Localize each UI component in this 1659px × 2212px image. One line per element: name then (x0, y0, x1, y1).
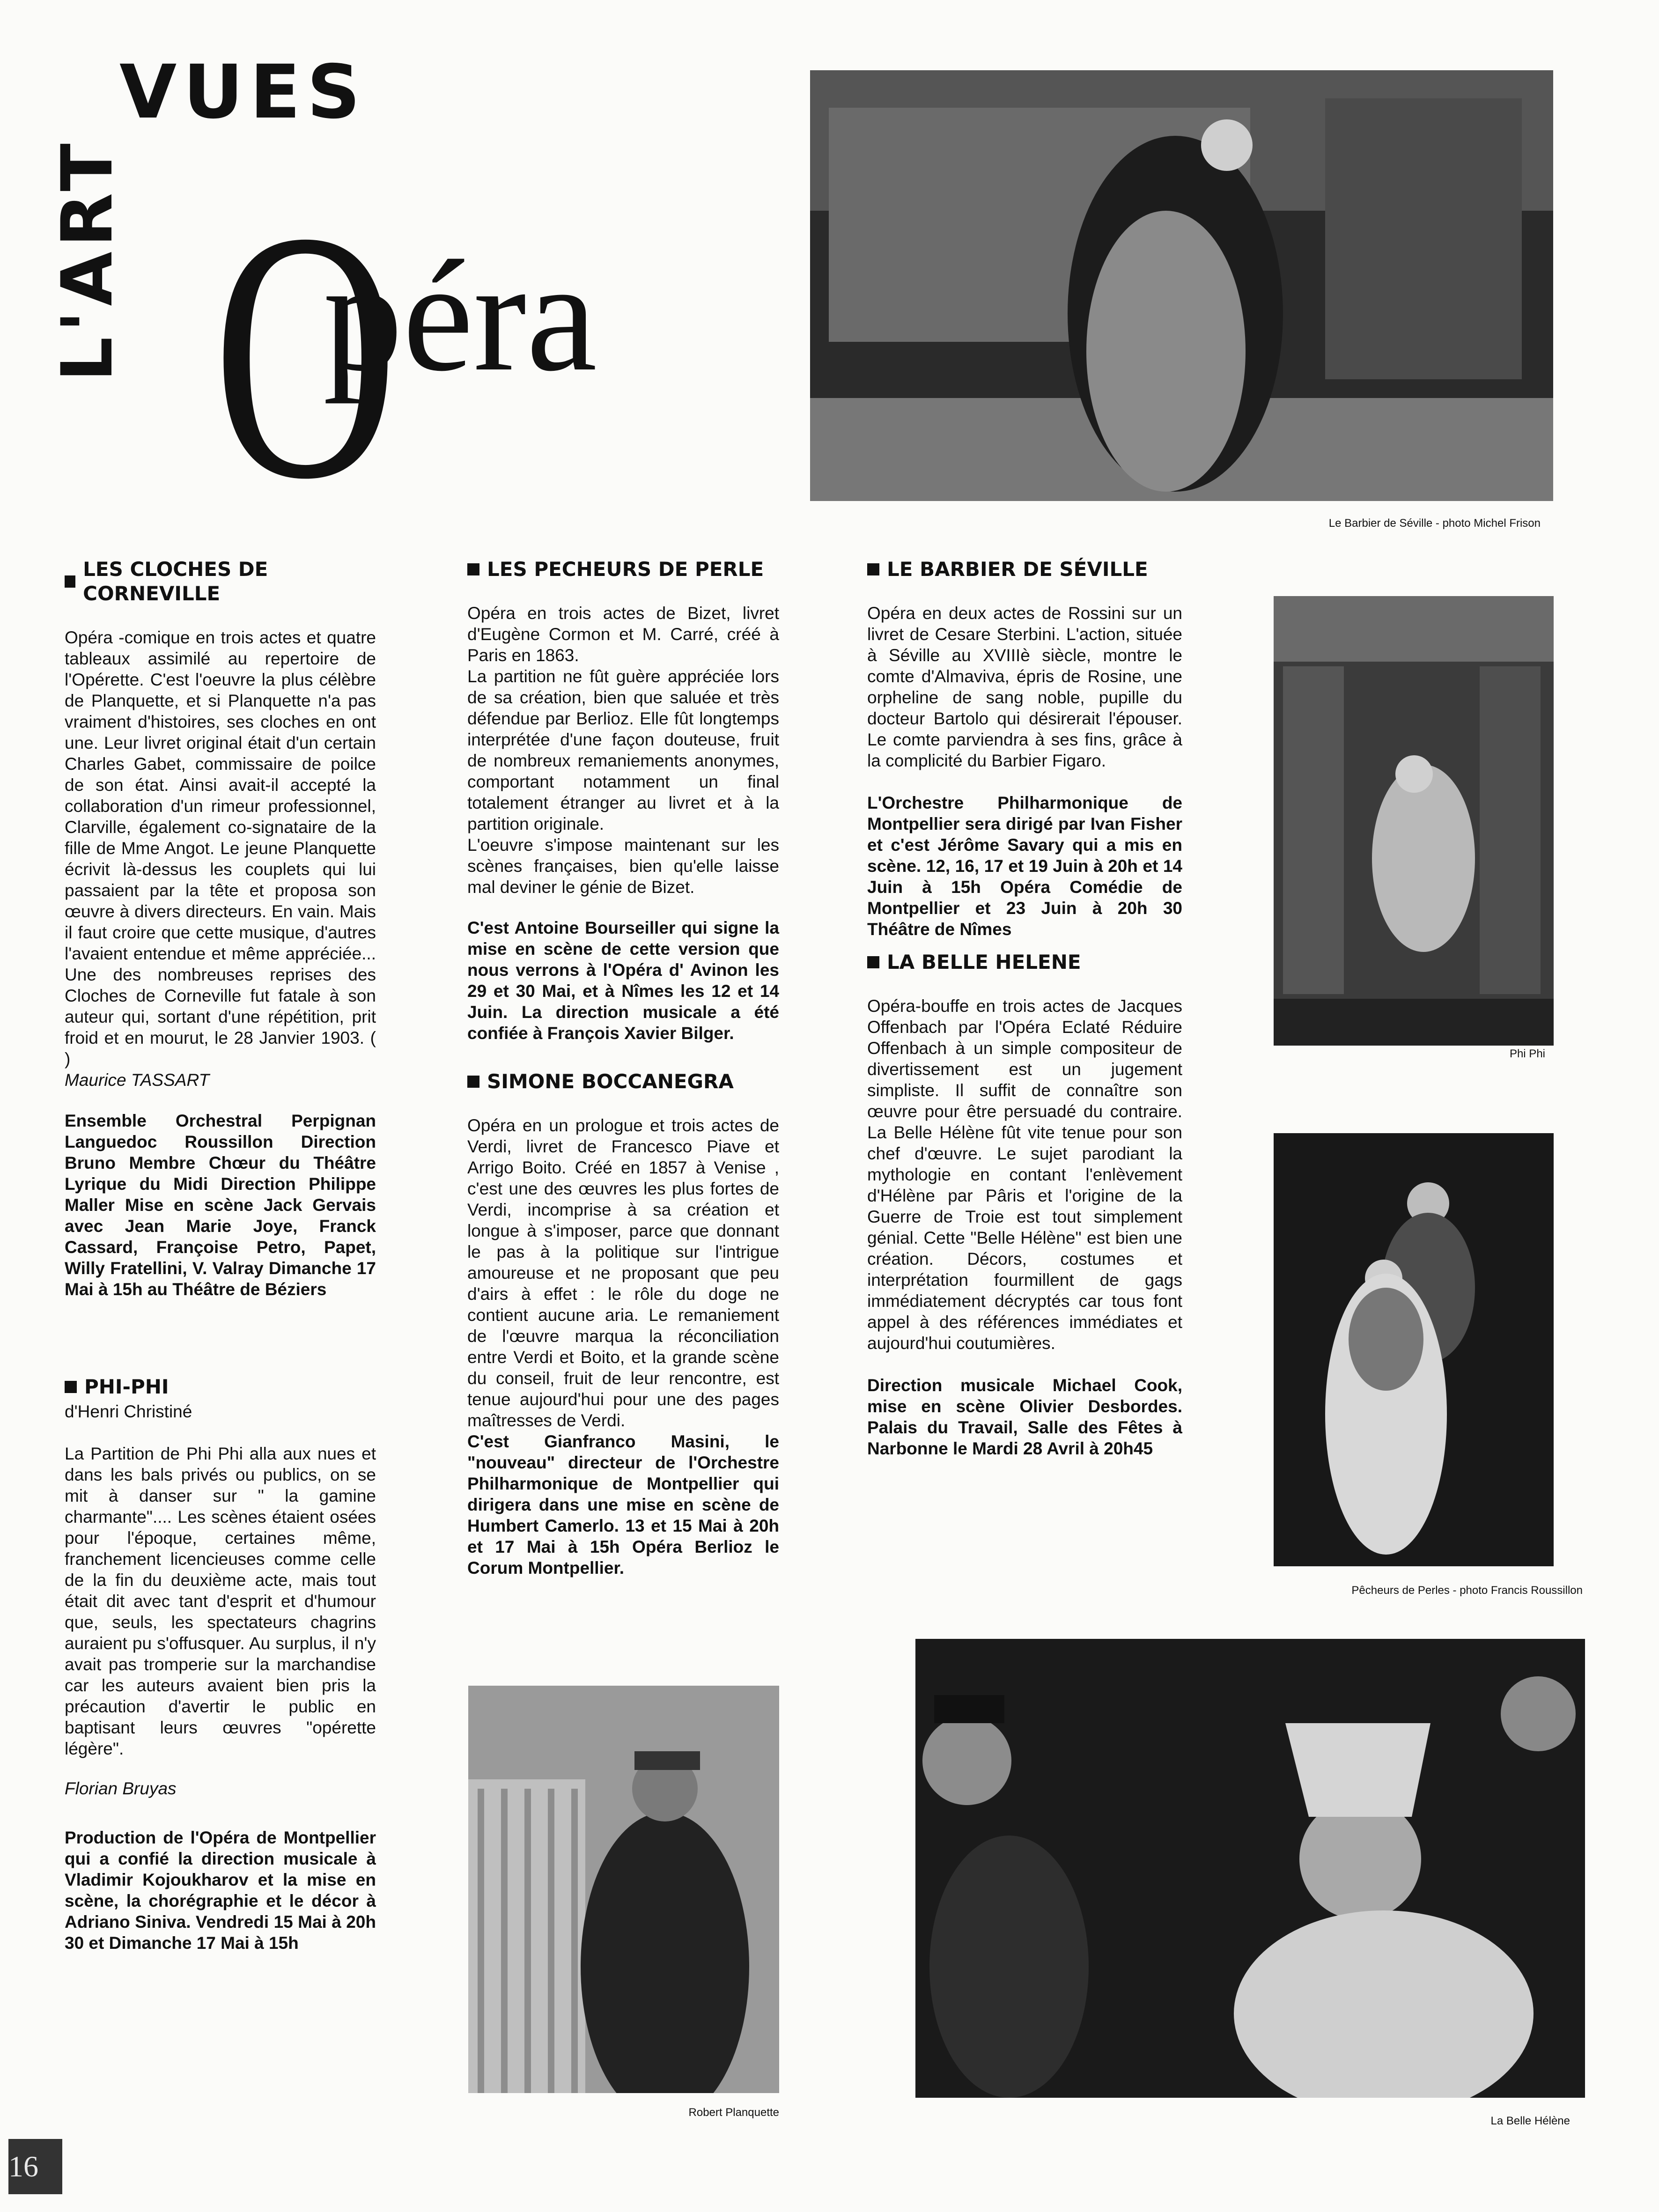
column-left (65, 557, 376, 1954)
phiphi-subtitle: d'Henri Christiné (65, 1402, 192, 1421)
belle-credits: Direction musicale Michael Cook, mise en scène Olivier Desbordes. Palais du Travail, Salle des Fêtes à Narbonne le Mardi 28 Avril à 20h45 (867, 1376, 1182, 1458)
section-title-cloches: LES CLOCHES DE CORNEVILLE (65, 557, 376, 606)
caption-phiphi: Phi Phi (1509, 1047, 1545, 1060)
cloches-credits: Ensemble Orchestral Perpignan Languedoc Roussillon Direction Bruno Membre Chœur du Théâtre Lyrique du Midi Direction Philippe Maller Mise en scène Jack Gervais avec Jean Marie Joye, Franck Cassard, Françoise Petro, Papet, Willy Fratellini, V. Valray Dimanche 17 Mai à 15h au Théâtre de Béziers (65, 1111, 376, 1299)
photo-barbier (810, 70, 1553, 501)
photo-pecheurs (1274, 1133, 1554, 1566)
bullet-square-icon (467, 563, 479, 575)
header-lart: L'ART (47, 139, 128, 382)
section-title-pecheurs: LES PECHEURS DE PERLE (467, 557, 779, 582)
pecheurs-credits: C'est Antoine Bourseiller qui signe la mise en scène de cette version que nous verrons à l'Opéra d' Avinon les 29 et 30 Mai, et à Nîmes les 12 et 14 Juin. La direction musicale a été confiée à François Xavier Bilger. (467, 918, 779, 1043)
cloches-signature: Maurice TASSART (65, 1070, 210, 1090)
caption-planquette: Robert Planquette (688, 2106, 779, 2119)
caption-belle: La Belle Hélène (1490, 2115, 1570, 2127)
bullet-square-icon (467, 1076, 479, 1088)
barbier-body: Opéra en deux actes de Rossini sur un livret de Cesare Sterbini. L'action, située à Séville au XVIIIè siècle, montre le comte d'Almaviva, épris de Rosine, une orpheline de sang noble, pupille du docteur Bartolo qui désirerait l'épouser. Le comte parviendra à ses fins, grâce à la complicité du Barbier Figaro. (867, 604, 1182, 770)
pecheurs-p1: Opéra en trois actes de Bizet, livret d'Eugène Cormon et M. Carré, créé à Paris en 1863. (467, 604, 779, 665)
photo-belle (915, 1639, 1585, 2098)
photo-planquette (468, 1686, 779, 2093)
page-number: 16 (8, 2139, 62, 2194)
header-opera-rest: péra (323, 228, 597, 404)
pecheurs-p3: L'oeuvre s'impose maintenant sur les scènes françaises, bien qu'elle laisse mal deviner le génie de Bizet. (467, 835, 779, 897)
photo-phiphi (1274, 596, 1554, 1046)
section-title-barbier: LE BARBIER DE SÉVILLE (867, 557, 1182, 582)
barbier-credits: L'Orchestre Philharmonique de Montpellier sera dirigé par Ivan Fisher et c'est Jérôme Savary qui a mis en scène. 12, 16, 17 et 19 Juin à 20h et 14 Juin à 15h Opéra Comédie de Montpellier et 23 Juin à 20h 30 Théâtre de Nîmes (867, 793, 1182, 939)
bullet-square-icon (65, 1381, 77, 1393)
bullet-square-icon (65, 575, 75, 588)
bullet-square-icon (867, 563, 879, 575)
simone-body: Opéra en un prologue et trois actes de Verdi, livret de Francesco Piave et Arrigo Boito. Créé en 1857 à Venise , c'est une des œuvres les plus fortes de Verdi, incomprise à sa création et longue à s'imposer, parce que donnant le pas à la politique sur l'intrigue amoureuse et ne proposant que peu d'airs à effet : le rôle du doge ne contient aucune aria. Le remaniement de l'œuvre marqua la réconciliation entre Verdi et Boito, et la grande scène du conseil, fruit de leur rencontre, est tenue aujourd'hui pour une des pages maîtresses de Verdi. (467, 1116, 779, 1430)
column-right (867, 557, 1182, 1459)
column-middle (467, 557, 779, 1578)
section-title-belle: LA BELLE HELENE (867, 950, 1182, 974)
phiphi-signature: Florian Bruyas (65, 1779, 177, 1798)
phiphi-credits: Production de l'Opéra de Montpellier qui a confié la direction musicale à Vladimir Kojoukharov et la mise en scène, la chorégraphie et le décor à Adriano Siniva. Vendredi 15 Mai à 20h 30 et Dimanche 17 Mai à 15h (65, 1828, 376, 1953)
cloches-body: Opéra -comique en trois actes et quatre tableaux assimilé au repertoire de l'Opérette. C'est l'oeuvre la plus célèbre de Planquette, et si Planquette n'a pas vraiment d'histoires, ses cloches en ont une. Leur livret original était d'un certain Charles Gabet, commissaire de poilce de son état. Ainsi avait-il accepté la collaboration d'un rimeur professionnel, Clarville, également co-signataire de la fille de Mme Angot. Le jeune Planquette écrivit là-dessus les couplets qui lui passaient par la tête et proposa son œuvre à divers directeurs. En vain. Mais il faut croire que cette musique, d'autres l'avaient entendue et même appréciée... Une des nombreuses reprises des Cloches de Corneville fut fatale à son auteur qui, sortant d'une répétition, prit froid et en mourut, le 28 Janvier 1903. ( ) (65, 628, 376, 1069)
header-opera-o: O (213, 159, 398, 553)
bullet-square-icon (867, 956, 879, 968)
caption-pecheurs: Pêcheurs de Perles - photo Francis Roussillon (1351, 1584, 1583, 1597)
belle-body: Opéra-bouffe en trois actes de Jacques Offenbach par l'Opéra Eclaté Réduire Offenbach à un simple compositeur de divertissement est un jugement simpliste. Il suffit de connaître son œuvre pour être persuadé du contraire. La Belle Hélène fût vite tenue pour son chef d'œuvre. Le sujet parodiant la mythologie en contant l'enlèvement d'Hélène par Pâris et l'origine de la Guerre de Troie est tout simplement génial. Cette "Belle Hélène" est bien une création. Décors, costumes et interprétation fourmillent de gags immédiatement décryptés car tous font appel à des références immédiates et aujourd'hui coutumières. (867, 996, 1182, 1353)
phiphi-body: La Partition de Phi Phi alla aux nues et dans les bals privés ou publics, on se mit à danser sur " la gamine charmante".... Les scènes étaient osées pour l'époque, certaines même, franchement licencieuses comme celle de la fin du deuxième acte, mais tout était dit avec tant d'esprit et d'humour que, seuls, les spectateurs chagrins auraient pu s'offusquer. Au surplus, il n'y avait pas tromperie sur la marchandise car les auteurs avaient bien pris la précaution d'avertir le public en baptisant leurs œuvres "opérette légère". (65, 1444, 376, 1758)
section-title-phiphi: PHI-PHI (65, 1375, 376, 1399)
pecheurs-p2: La partition ne fût guère appréciée lors de sa création, bien que saluée et très défendue par Berlioz. Elle fût longtemps interprétée d'une façon douteuse, fruit de nombreux remaniements anonymes, comportant notamment un final totalement étranger au livret et à la partition originale. (467, 667, 779, 833)
header-vues: VUES (119, 49, 367, 135)
section-title-simone: SIMONE BOCCANEGRA (467, 1069, 779, 1094)
simone-credits: C'est Gianfranco Masini, le "nouveau" directeur de l'Orchestre Philharmonique de Montpellier qui dirigera dans une mise en scène de Humbert Camerlo. 13 et 15 Mai à 20h et 17 Mai à 15h Opéra Berlioz le Corum Montpellier. (467, 1432, 779, 1578)
caption-barbier: Le Barbier de Séville - photo Michel Frison (1328, 517, 1541, 530)
